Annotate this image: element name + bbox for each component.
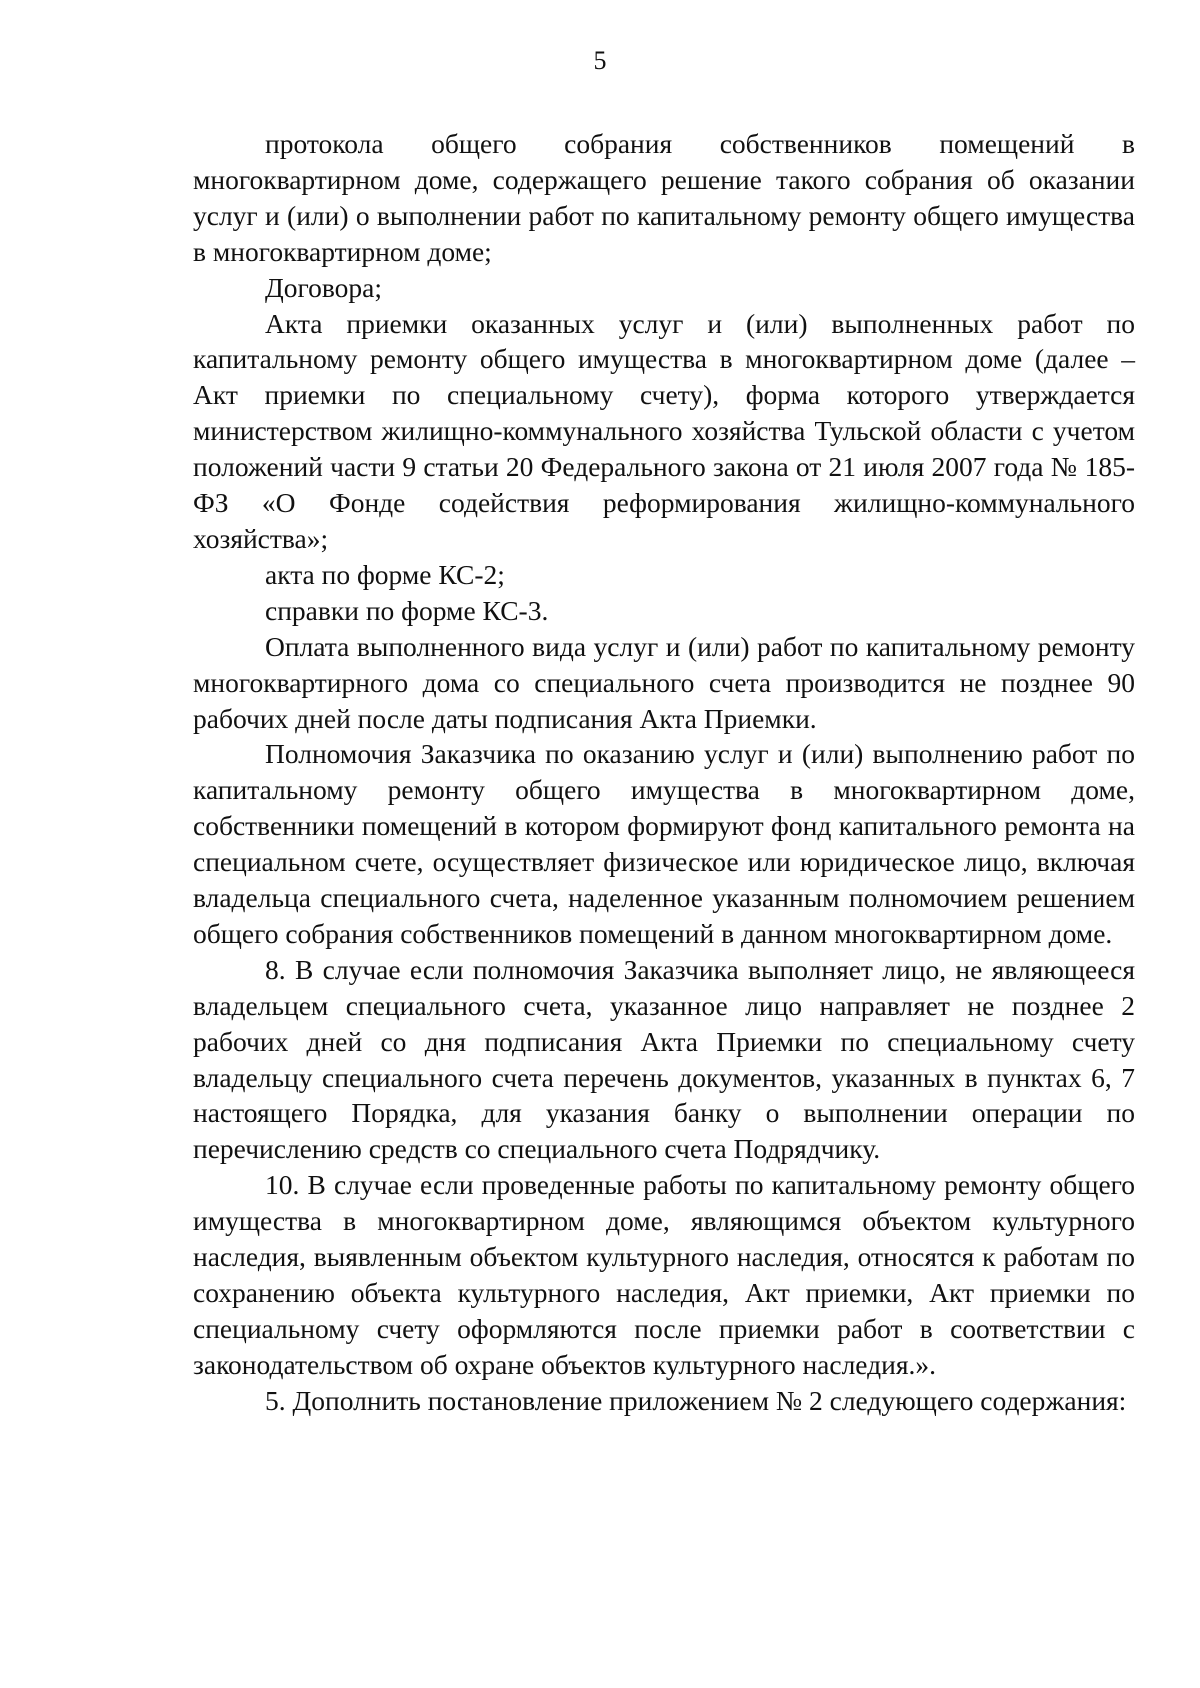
document-body [193, 126, 1135, 1419]
paragraph-protocol: протокола общего собрания собственников помещений в многоквартирном доме, содержащего решение такого собрания об оказании услуг и (или) о выполнении работ по капитальному ремонту общего имущества в многоквартирном доме; [193, 128, 1135, 267]
paragraph-acceptance-act: Акта приемки оказанных услуг и (или) выполненных работ по капитальному ремонту общего имущества в многоквартирном доме (далее – Акт приемки по специальному счету), форма которого утверждается министерством жилищно-коммунального хозяйства Тульской области с учетом положений части 9 статьи 20 Федерального закона от 21 июля 2007 года № 185-ФЗ «О Фонде содействия реформирования жилищно-коммунального хозяйства»; [193, 307, 1135, 554]
paragraph-contract: Договора; [265, 271, 382, 303]
page-number: 5 [593, 46, 607, 75]
paragraph-item-8: 8. В случае если полномочия Заказчика выполняет лицо, не являющееся владельцем специального счета, указанное лицо направляет не позднее 2 рабочих дней со дня подписания Акта Приемки по специальному счету владельцу специального счета перечень документов, указанных в пунктах 6, 7 настоящего Порядка, для указания банку о выполнении операции по перечислению средств со специального счета Подрядчику. [193, 953, 1135, 1165]
paragraph-ks3: справки по форме КС-3. [265, 594, 549, 626]
paragraph-customer-powers: Полномочия Заказчика по оказанию услуг и (или) выполнению работ по капитальному ремонту общего имущества в многоквартирном доме, собственники помещений в котором формируют фонд капитального ремонта на специальном счете, осуществляет физическое или юридическое лицо, включая владельца специального счета, наделенное указанным полномочием решением общего собрания собственников помещений в данном многоквартирном доме. [193, 738, 1135, 949]
paragraph-item-10: 10. В случае если проведенные работы по капитальному ремонту общего имущества в многоквартирном доме, являющимся объектом культурного наследия, выявленным объектом культурного наследия, относятся к работам по сохранению объекта культурного наследия, Акт приемки, Акт приемки по специальному счету оформляются после приемки работ в соответствии с законодательством об охране объектов культурного наследия.». [193, 1169, 1135, 1380]
paragraph-ks2: акта по форме КС-2; [265, 558, 505, 590]
paragraph-item-5: 5. Дополнить постановление приложением № 2 следующего содержания: [265, 1384, 1127, 1416]
paragraph-payment: Оплата выполненного вида услуг и (или) работ по капитальному ремонту многоквартирного дома со специального счета производится не позднее 90 рабочих дней после даты подписания Акта Приемки. [193, 630, 1135, 734]
